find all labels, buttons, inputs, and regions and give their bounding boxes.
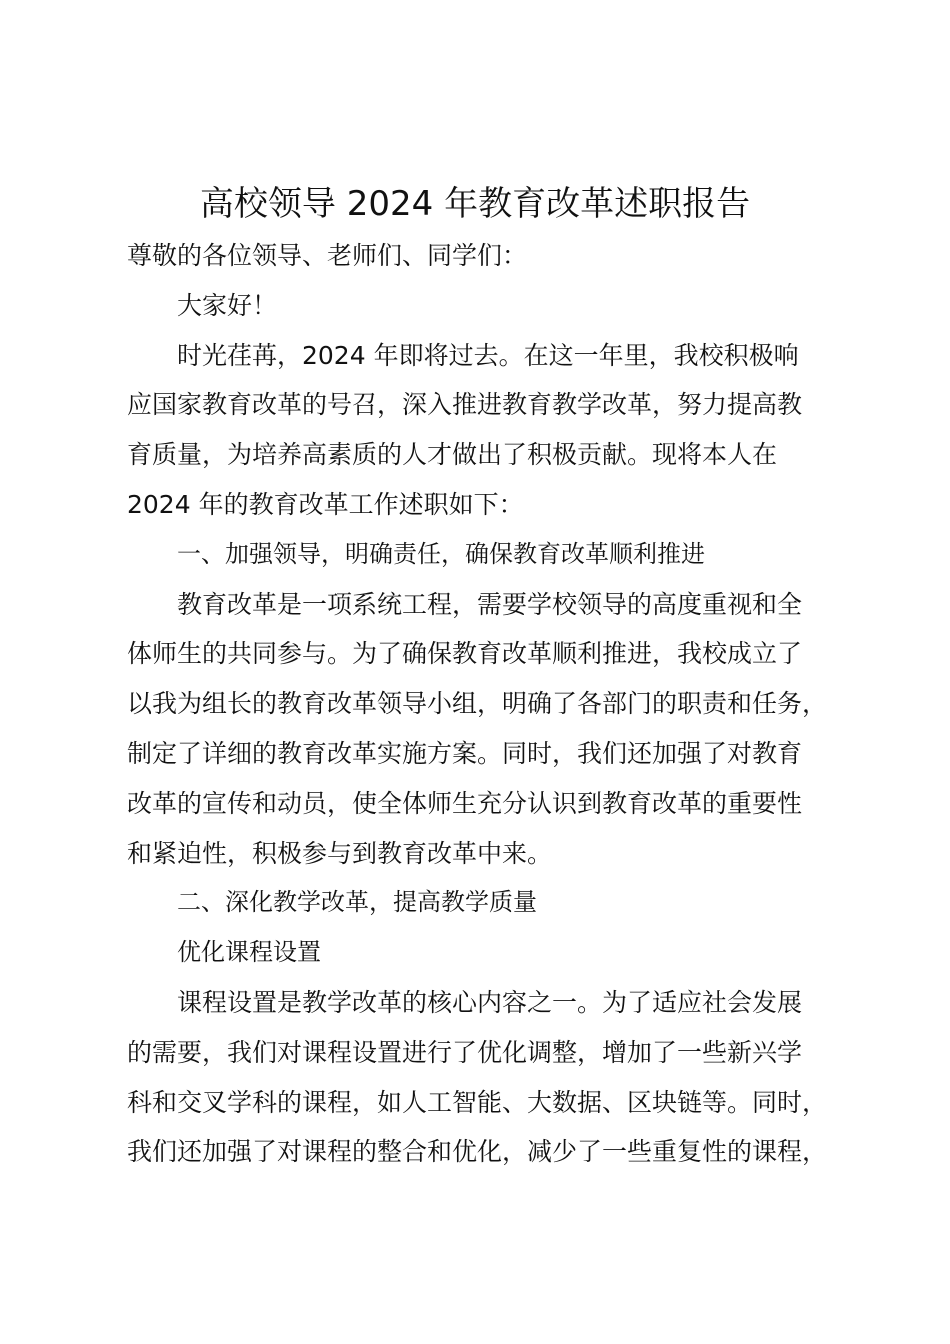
paragraph-line: 我们还加强了对课程的整合和优化，减少了一些重复性的课程， <box>127 1137 828 1167</box>
intro-paragraph <box>127 331 857 530</box>
section1-paragraph <box>127 580 857 879</box>
paragraph-line: 制定了详细的教育改革实施方案。同时，我们还加强了对教育 <box>127 738 803 768</box>
paragraph-line: 教育改革是一项系统工程，需要学校领导的高度重视和全 <box>177 589 803 619</box>
subsection-paragraph <box>127 978 857 1177</box>
paragraph-line: 时光荏苒，2024 年即将过去。在这一年里，我校积极响 <box>177 340 799 370</box>
paragraph-line: 和紧迫性，积极参与到教育改革中来。 <box>127 838 553 868</box>
subsection-heading: 优化课程设置 <box>177 938 321 967</box>
salutation: 尊敬的各位领导、老师们、同学们： <box>127 241 528 270</box>
paragraph-line: 2024 年的教育改革工作述职如下： <box>127 489 524 519</box>
paragraph-line: 体师生的共同参与。为了确保教育改革顺利推进，我校成立了 <box>127 639 803 669</box>
section1-heading: 一、加强领导，明确责任，确保教育改革顺利推进 <box>177 539 705 568</box>
paragraph-line: 改革的宣传和动员，使全体师生充分认识到教育改革的重要性 <box>127 788 803 818</box>
greeting: 大家好！ <box>177 290 278 320</box>
paragraph-line: 课程设置是教学改革的核心内容之一。为了适应社会发展 <box>177 987 803 1017</box>
section2-heading: 二、深化教学改革，提高教学质量 <box>177 888 537 917</box>
document-body <box>127 231 857 1177</box>
paragraph-line: 的需要，我们对课程设置进行了优化调整，增加了一些新兴学 <box>127 1037 803 1067</box>
paragraph-line: 应国家教育改革的号召，深入推进教育教学改革，努力提高教 <box>127 390 803 420</box>
paragraph-line: 以我为组长的教育改革领导小组，明确了各部门的职责和任务， <box>127 689 828 719</box>
paragraph-line: 科和交叉学科的课程，如人工智能、大数据、区块链等。同时， <box>127 1087 828 1117</box>
document-title: 高校领导 2024 年教育改革述职报告 <box>199 184 751 224</box>
paragraph-line: 育质量，为培养高素质的人才做出了积极贡献。现将本人在 <box>127 440 778 470</box>
